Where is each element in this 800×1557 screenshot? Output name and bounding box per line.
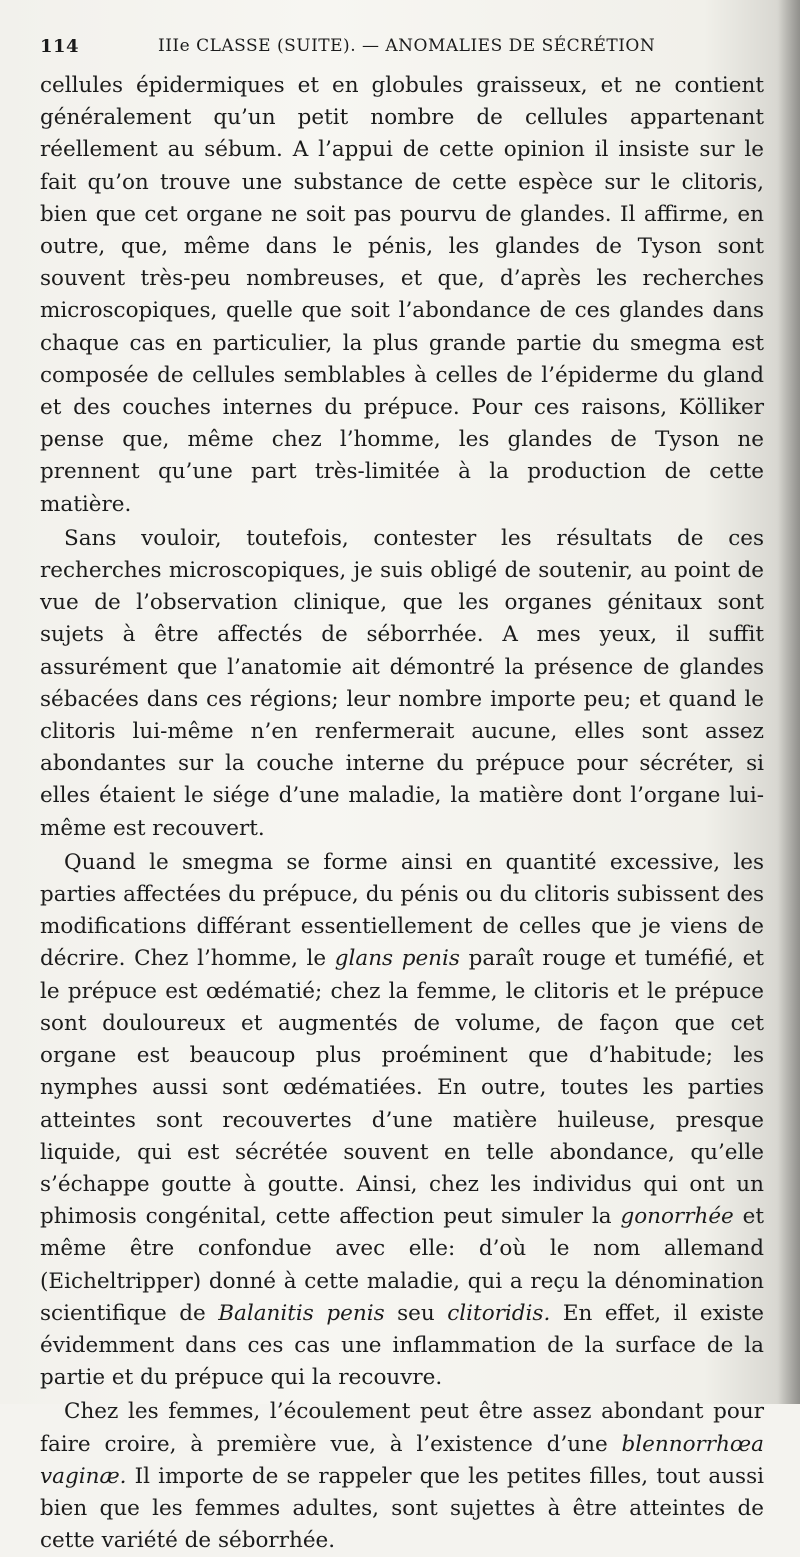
- paragraph-text: Quand le smegma se forme ainsi en quantité excessive, les parties affectées du prépuce, du pénis ou du clitoris subissent des modifications différant essentiellement de celles que je viens de décrire. Chez l’homme, le: [40, 849, 764, 972]
- paragraph: [40, 847, 764, 1394]
- paragraph-text: paraît rouge et tuméfié, et le prépuce est œdématié; chez la femme, le clitoris et le prépuce sont douloureux et augmentés de volume, de façon que cet organe est beaucoup plus proéminent que d’habitude; les nymphes aussi sont œdématiées. En outre, toutes les parties atteintes sont recouvertes d’une matière huileuse, presque liquide, qui est sécrétée souvent en telle abondance, qu’elle s’échappe goutte à goutte. Ainsi, chez les individus qui ont un phimosis congénital, cette affection peut simuler la: [40, 946, 764, 1230]
- paragraph: [40, 523, 764, 845]
- page-binding-shadow: [778, 0, 800, 1404]
- paragraph-text: seu: [384, 1300, 448, 1326]
- page-number: 114: [40, 36, 80, 57]
- page-header: [40, 34, 760, 64]
- paragraph-text: Sans vouloir, toutefois, contester les résultats de ces recherches microscopiques, je suis obligé de soutenir, au point de vue de l’observation clinique, que les organes génitaux sont sujets à être affectés de séborrhée. A mes yeux, il suffit assurément que l’anatomie ait démontré la présence de glandes sébacées dans ces régions; leur nombre importe peu; et quand le clitoris lui-même n’en renfermerait aucune, elles sont assez abondantes sur la couche interne du prépuce pour sécréter, si elles étaient le siége d’une maladie, la matière dont l’organe lui-même est recouvert.: [40, 525, 764, 841]
- italic-term: gonorrhée: [620, 1204, 734, 1230]
- italic-term: glans penis: [334, 946, 460, 972]
- paragraph-text: cellules épidermiques et en globules graisseux, et ne contient généralement qu’un petit nombre de cellules appartenant réellement au sébum. A l’appui de cette opinion il insiste sur le fait qu’on trouve une substance de cette espèce sur le clitoris, bien que cet organe ne soit pas pourvu de glandes. Il affirme, en outre, que, même dans le pénis, les glandes de Tyson sont souvent très-peu nombreuses, et que, d’après les recherches microscopiques, quelle que soit l’abondance de ces glandes dans chaque cas en particulier, la plus grande partie du smegma est composée de cellules semblables à celles de l’épiderme du gland et des couches internes du prépuce. Pour ces raisons, Kölliker pense que, même chez l’homme, les glandes de Tyson ne prennent qu’une part très-limitée à la production de cette matière.: [40, 73, 764, 517]
- paragraph-text: En effet, il existe évidemment dans ces cas une inflammation de la surface de la partie et du prépuce qui la recouvre.: [40, 1300, 765, 1391]
- italic-term: blennorrhœa vaginæ.: [40, 1431, 764, 1489]
- italic-term: clitoridis.: [447, 1300, 551, 1326]
- paragraph-text: et même être confondue avec elle: d’où le nom allemand (Eicheltripper) donné à cette maladie, qui a reçu la dénomination scientifique de: [40, 1204, 764, 1326]
- italic-term: Balanitis penis: [218, 1300, 385, 1326]
- paragraph-text: Chez les femmes, l’écoulement peut être assez abondant pour faire croire, à première vue, à l’existence d’une: [40, 1399, 764, 1457]
- paragraph-text: Il importe de se rappeler que les petites filles, tout aussi bien que les femmes adultes, sont sujettes à être atteintes de cette variété de séborrhée.: [40, 1463, 764, 1554]
- paragraph-continuation: [40, 70, 764, 521]
- body-text: [40, 70, 764, 1557]
- running-head: IIIe CLASSE (SUITE). — ANOMALIES DE SÉCRÉTION: [158, 36, 656, 56]
- paragraph: [40, 1396, 764, 1557]
